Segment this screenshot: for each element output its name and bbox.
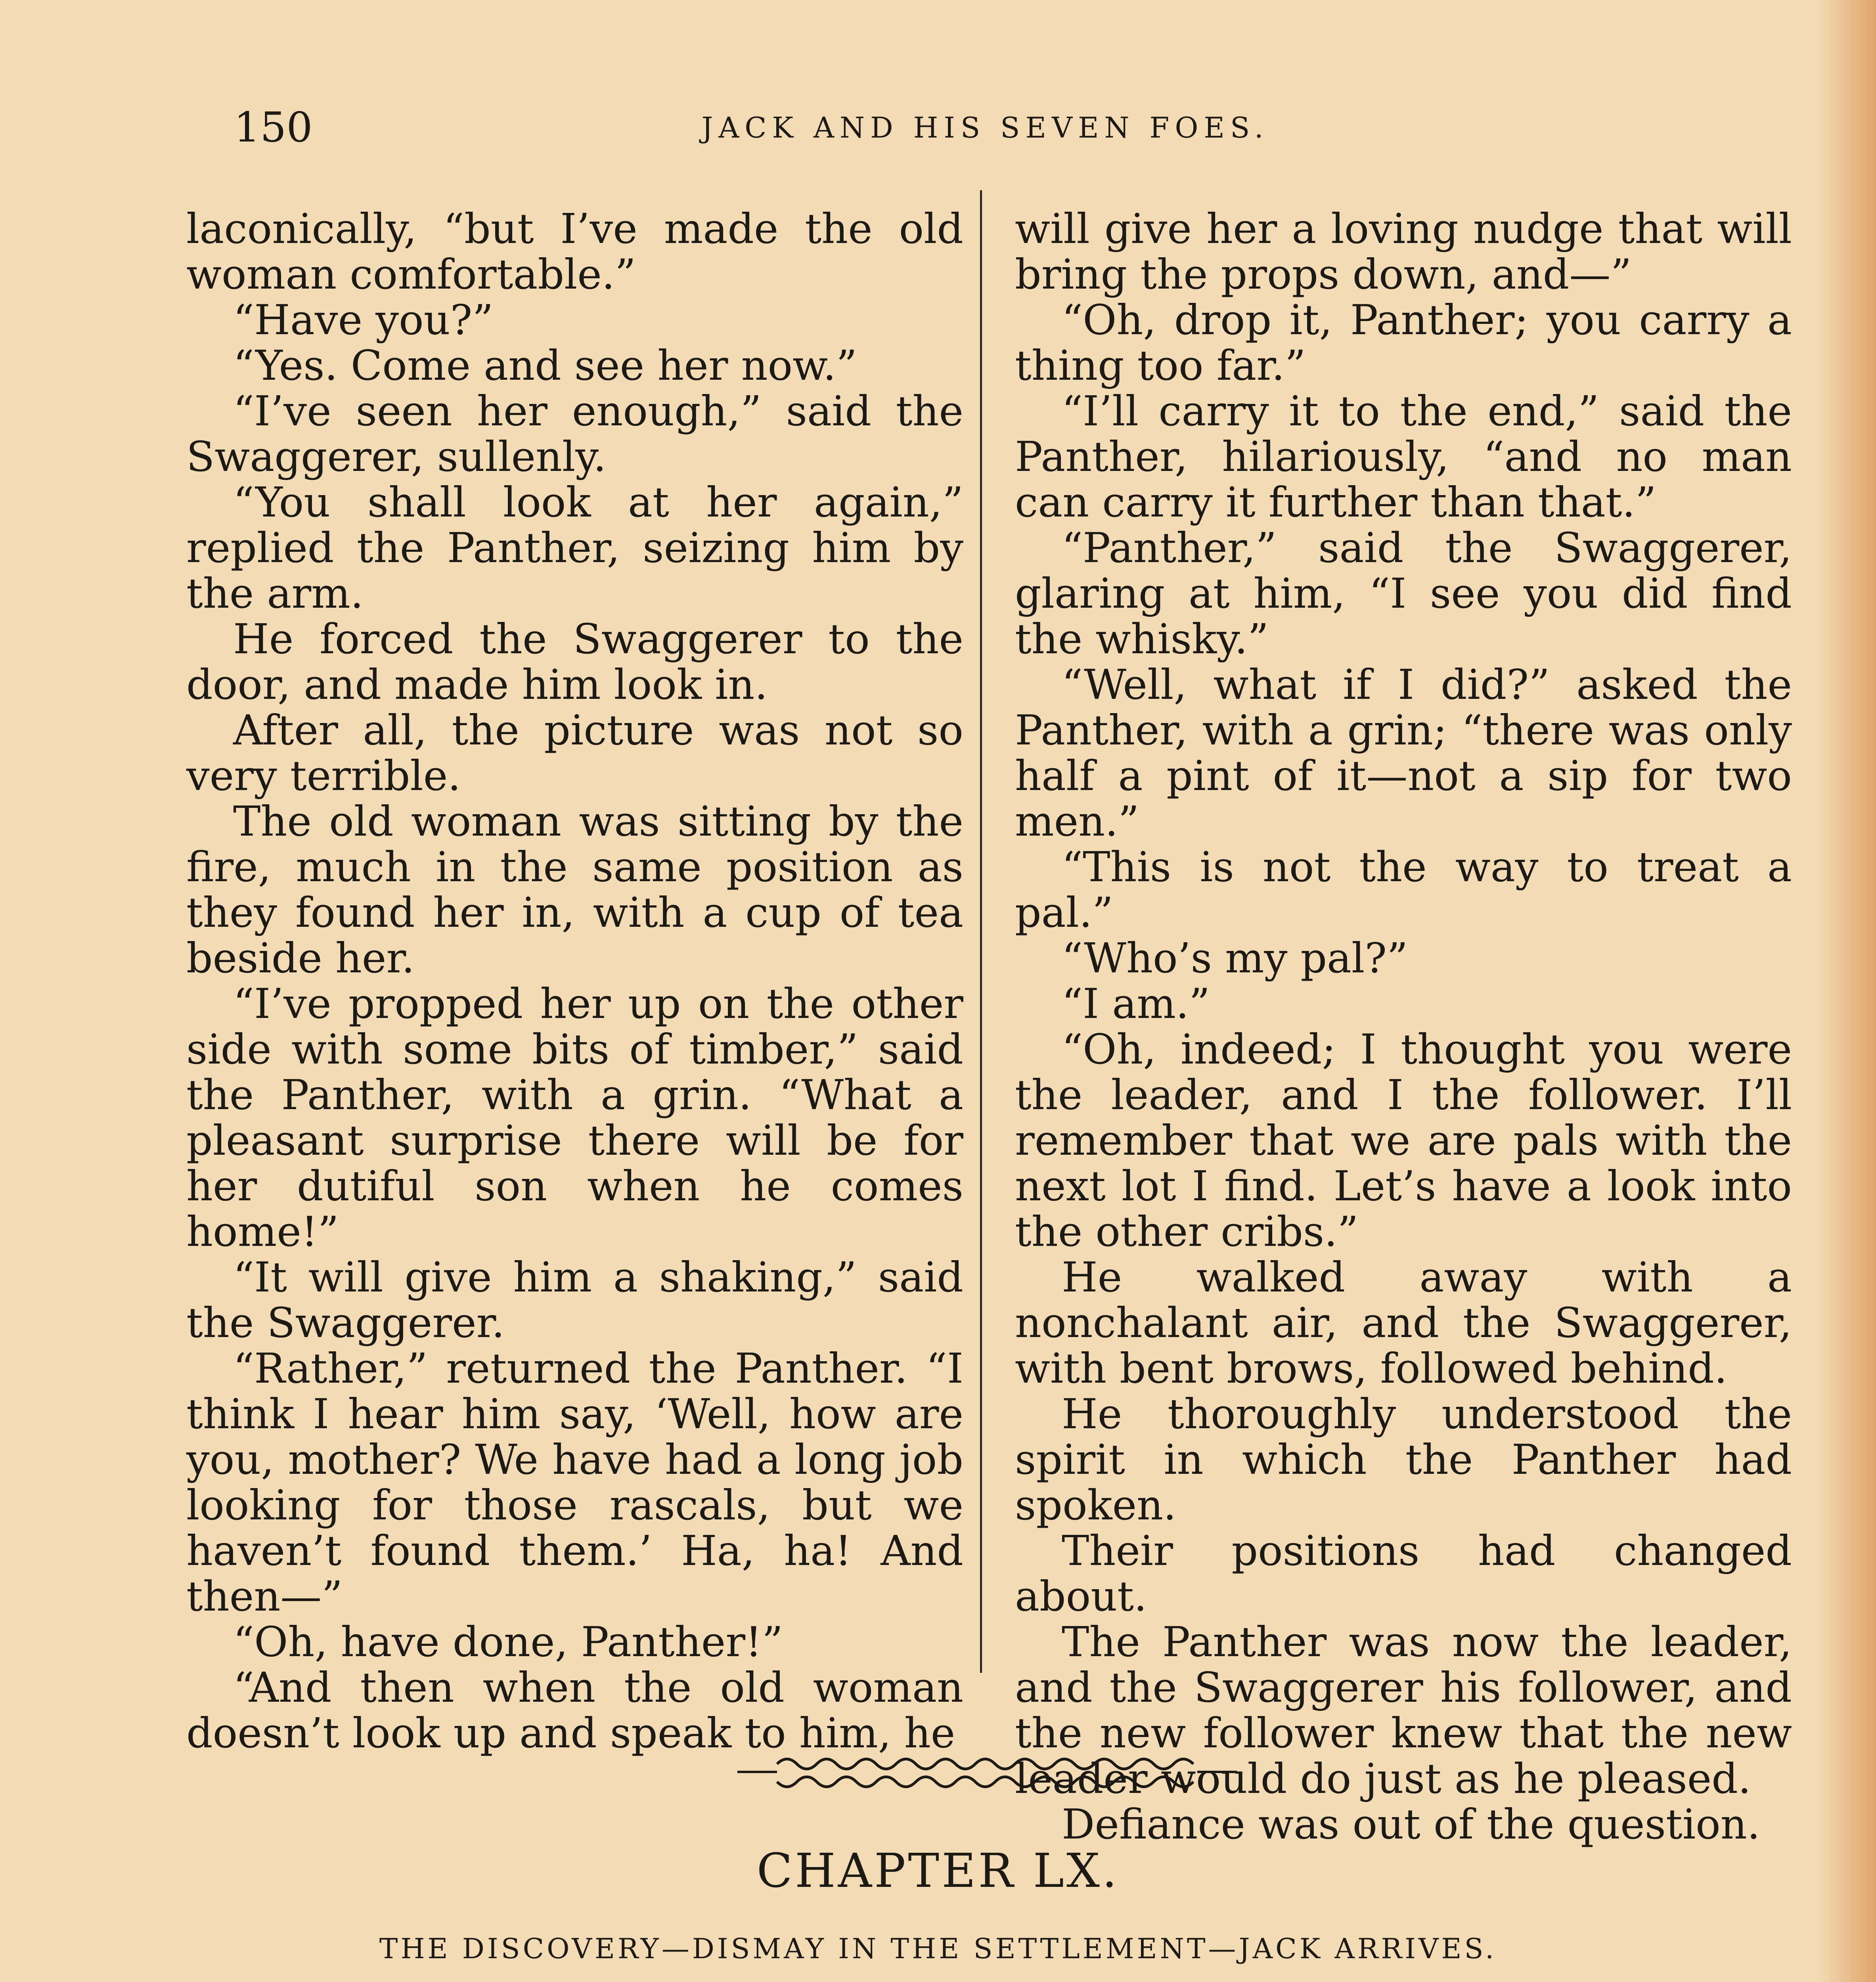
paragraph: will give her a loving nudge that will bring the props down, and—” [1015, 205, 1792, 298]
paragraph: “I am.” [1062, 980, 1210, 1028]
upper-left-column [186, 206, 963, 1756]
running-header [186, 91, 1784, 159]
paragraph: “Yes. Come and see her now.” [233, 341, 858, 390]
page-number: 150 [234, 103, 313, 151]
paragraph: laconically, “but I’ve made the old woman comfortable.” [186, 205, 963, 298]
paragraph: “You shall look at her again,” replied the Panther, seizing him by the arm. [186, 478, 963, 618]
paragraph: “Well, what if I did?” asked the Panther, with a grin; “there was only half a pint of it—not a sip for two men.” [1015, 660, 1792, 846]
paragraph: “Who’s my pal?” [1062, 934, 1408, 982]
paragraph: “I’ve seen her enough,” said the Swaggerer, sullenly. [186, 387, 963, 481]
paragraph: “Rather,” returned the Panther. “I think I hear him say, ‘Well, how are you, mother? We have had a long job looking for those rascals, but we haven’t found them.’ Ha, ha! And then—” [186, 1344, 963, 1620]
paragraph: “Oh, indeed; I thought you were the leader, and I the follower. I’ll remember that we are pals with the next lot I find. Let’s have a look into the other cribs.” [1015, 1025, 1792, 1256]
paragraph: He forced the Swaggerer to the door, and made him look in. [186, 615, 963, 709]
paragraph: “I’ve propped her up on the other side with some bits of timber,” said the Panther, with a grin. “What a pleasant surprise there will be for her dutiful son when he comes home!” [186, 980, 963, 1256]
page-edge-shadow [1817, 0, 1876, 1982]
paragraph: “Have you?” [233, 296, 494, 344]
chapter-title: CHAPTER LX. [756, 1843, 1120, 1898]
paragraph: The old woman was sitting by the fire, much in the same position as they found her in, with a cup of tea beside her. [186, 797, 963, 982]
running-title: JACK AND HIS SEVEN FOES. [701, 111, 1269, 144]
chapter-subtitle: THE DISCOVERY—DISMAY IN THE SETTLEMENT—JACK ARRIVES. [379, 1932, 1497, 1965]
paragraph: “Oh, drop it, Panther; you carry a thing too far.” [1015, 296, 1792, 390]
paragraph: “It will give him a shaking,” said the Swaggerer. [186, 1253, 963, 1347]
paragraph: “This is not the way to treat a pal.” [1015, 843, 1792, 937]
paragraph: Defiance was out of the question. [1062, 1800, 1760, 1848]
paragraph: He walked away with a nonchalant air, and the Swaggerer, with bent brows, followed behind. [1015, 1253, 1792, 1393]
upper-right-column [1015, 206, 1792, 1847]
paragraph: Their positions had changed about. [1015, 1527, 1792, 1620]
paragraph: “Panther,” said the Swaggerer, glaring at him, “I see you did find the whisky.” [1015, 524, 1792, 663]
paragraph: The Panther was now the leader, and the Swaggerer his follower, and the new follower knew that the new leader would do just as he pleased. [1015, 1618, 1792, 1803]
paragraph: “I’ll carry it to the end,” said the Panther, hilariously, “and no man can carry it further than that.” [1015, 387, 1792, 526]
paragraph: “Oh, have done, Panther!” [233, 1618, 783, 1666]
column-divider [980, 190, 982, 1673]
ornamental-divider [729, 1744, 1245, 1800]
paragraph: “And then when the old woman doesn’t look up and speak to him, he [186, 1663, 963, 1757]
paragraph: After all, the picture was not so very terrible. [186, 706, 963, 800]
paragraph: He thoroughly understood the spirit in which the Panther had spoken. [1015, 1390, 1792, 1529]
